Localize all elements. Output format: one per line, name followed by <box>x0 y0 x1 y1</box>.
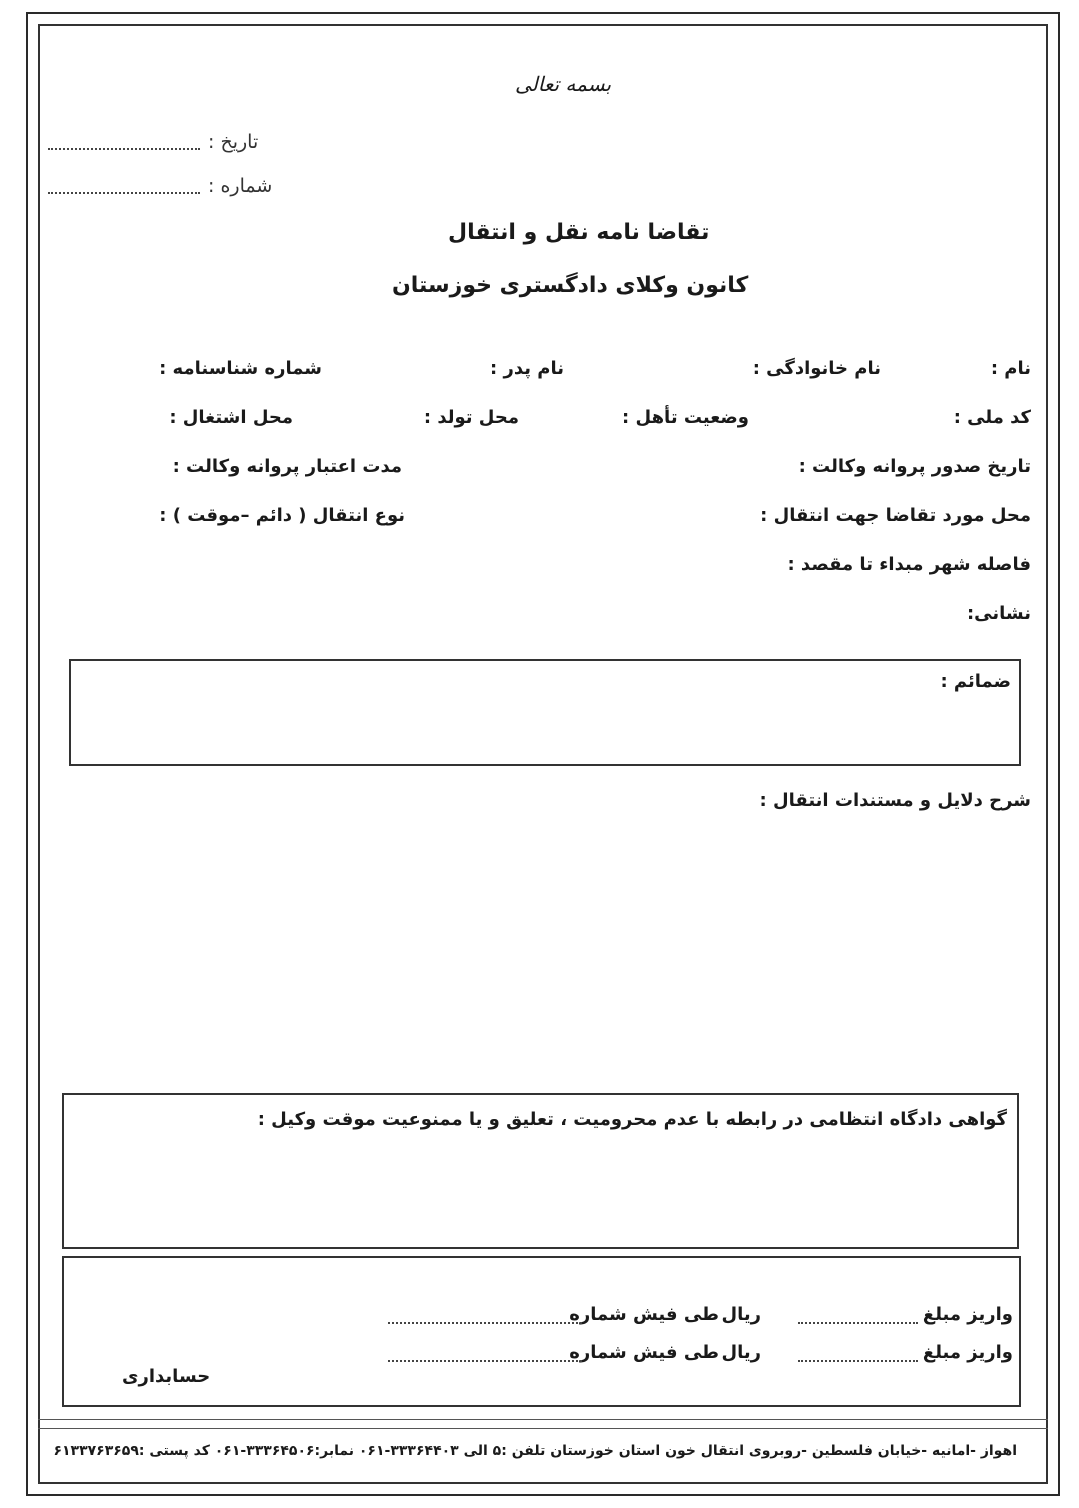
footer-separator-bottom <box>38 1428 1048 1429</box>
footer-separator-top <box>38 1419 1048 1420</box>
receipt-number-field-1[interactable] <box>388 1322 582 1324</box>
requested-location-label: محل مورد تقاضا جهت انتقال : <box>760 505 1031 526</box>
reasons-area[interactable] <box>69 826 1021 1076</box>
organization-name: کانون وکلای دادگستری خوزستان <box>392 273 749 298</box>
deposit-label-2: واریز مبلغ <box>922 1342 1013 1363</box>
receipt-number-field-2[interactable] <box>388 1360 582 1362</box>
birthplace-label: محل تولد : <box>423 407 519 428</box>
number-label: شماره : <box>208 175 273 197</box>
deposit-amount-field-2[interactable] <box>798 1360 918 1362</box>
rial-label-1: ریال <box>721 1304 761 1325</box>
deposit-amount-field-1[interactable] <box>798 1322 918 1324</box>
bismillah-heading: بسمه تعالی <box>515 72 612 96</box>
national-code-label: کد ملی : <box>953 407 1031 428</box>
transfer-type-label: نوع انتقال ( دائم –موقت ) : <box>159 505 405 526</box>
workplace-label: محل اشتغال : <box>169 407 293 428</box>
accounting-label: حسابداری <box>122 1366 211 1387</box>
deposit-label-1: واریز مبلغ <box>922 1304 1013 1325</box>
receipt-label-1: طی فیش شماره <box>569 1304 719 1325</box>
last-name-label: نام خانوادگی : <box>752 358 881 379</box>
number-field[interactable] <box>48 192 200 194</box>
date-field[interactable] <box>48 148 200 150</box>
distance-label: فاصله شهر مبداء تا مقصد : <box>787 554 1031 575</box>
marital-status-label: وضعیت تأهل : <box>622 407 749 428</box>
footer-address: اهواز -امانیه -خیابان فلسطین -روبروی انتقال خون استان خوزستان تلفن :۵ الی ۳۳۳۶۴۴۰۳-۰۶۱ نمابر:۳۳۳۶۴۵۰۶-۰۶۱ کد پستی :۶۱۳۳۷۶۳۶۵۹ <box>53 1443 1017 1459</box>
rial-label-2: ریال <box>721 1342 761 1363</box>
receipt-label-2: طی فیش شماره <box>569 1342 719 1363</box>
reasons-label: شرح دلایل و مستندات انتقال : <box>759 790 1031 811</box>
payment-box <box>62 1256 1021 1407</box>
id-number-label: شماره شناسنامه : <box>159 358 322 379</box>
first-name-label: نام : <box>990 358 1031 379</box>
attachments-box[interactable] <box>69 659 1021 766</box>
certificate-box[interactable] <box>62 1093 1019 1249</box>
form-title: تقاضا نامه نقل و انتقال <box>448 220 710 245</box>
father-name-label: نام پدر : <box>490 358 564 379</box>
address-label: نشانی: <box>966 603 1031 624</box>
license-issue-date-label: تاریخ صدور پروانه وکالت : <box>798 456 1031 477</box>
attachments-label: ضمائم : <box>940 671 1011 692</box>
certificate-label: گواهی دادگاه انتظامی در رابطه با عدم محرومیت ، تعلیق و یا ممنوعیت موقت وکیل : <box>257 1109 1007 1130</box>
date-label: تاریخ : <box>208 131 259 153</box>
license-validity-label: مدت اعتبار پروانه وکالت : <box>172 456 402 477</box>
